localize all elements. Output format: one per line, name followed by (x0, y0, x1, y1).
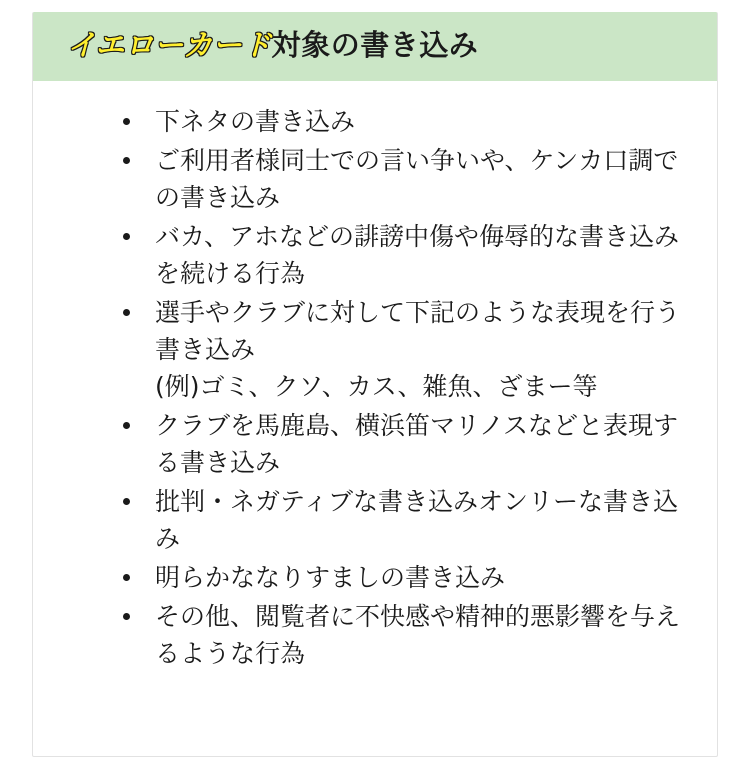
list-item-text: ご利用者様同士での言い争いや、ケンカ口調での書き込み (155, 145, 679, 212)
card-header (33, 12, 717, 81)
list-item-text: その他、閲覧者に不快感や精神的悪影響を与えるような行為 (155, 601, 681, 668)
yellow-card-rules-card (32, 12, 718, 757)
rules-list (45, 103, 697, 672)
list-item-text: 下ネタの書き込み (155, 106, 356, 136)
page-title-rest: 対象の書き込み (271, 28, 479, 62)
list-item-example: (例)ゴミ、クソ、カス、雑魚、ざまー等 (155, 371, 598, 401)
list-item (145, 142, 690, 216)
list-item (145, 483, 690, 557)
card-body (33, 81, 717, 672)
list-item-text: 批判・ネガティブな書き込みオンリーな書き込み (155, 486, 679, 553)
list-item-text: バカ、アホなどの誹謗中傷や侮辱的な書き込みを続ける行為 (155, 221, 680, 288)
page-title-highlight: イエローカード (67, 28, 272, 62)
list-item (145, 218, 690, 292)
list-item (145, 294, 690, 405)
list-item (145, 103, 690, 140)
list-item-text: クラブを馬鹿島、横浜笛マリノスなどと表現する書き込み (155, 410, 679, 477)
list-item (145, 598, 690, 672)
page-title (67, 28, 717, 63)
list-item-text: 選手やクラブに対して下記のような表現を行う書き込み (155, 297, 681, 364)
list-item (145, 407, 690, 481)
list-item (145, 559, 690, 596)
list-item-text: 明らかななりすましの書き込み (155, 562, 506, 592)
